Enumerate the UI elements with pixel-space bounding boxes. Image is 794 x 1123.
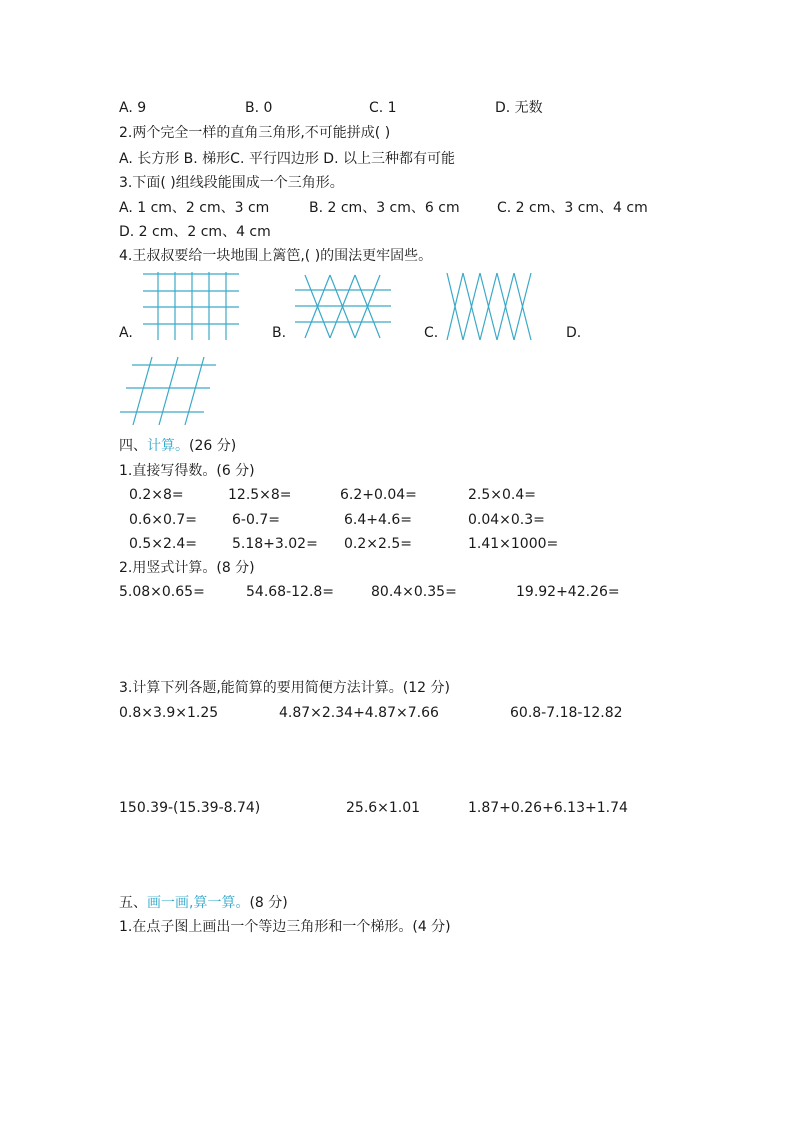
calc3-r2c2: 25.6×1.01: [346, 800, 421, 816]
q3-option-d: D. 2 cm、2 cm、4 cm: [119, 224, 271, 240]
draw1-title: 1.在点子图上画出一个等边三角形和一个梯形。(4 分): [119, 919, 451, 935]
calc1-r2c1: 0.6×0.7=: [129, 512, 197, 528]
calc1-r1c3: 6.2+0.04=: [340, 487, 417, 503]
calc1-r2c2: 6-0.7=: [232, 512, 280, 528]
calc3-r1c2: 4.87×2.34+4.87×7.66: [279, 705, 439, 721]
calc2-title: 2.用竖式计算。(8 分): [119, 560, 255, 576]
calc1-r3c2: 5.18+3.02=: [232, 536, 318, 552]
calc1-title: 1.直接写得数。(6 分): [119, 463, 255, 479]
calc3-r1c3: 60.8-7.18-12.82: [510, 705, 623, 721]
section-4-prefix: 四、: [119, 438, 147, 454]
calc3-r2c1: 150.39-(15.39-8.74): [119, 800, 261, 816]
q1-option-d: D. 无数: [495, 100, 543, 116]
q3-stem: 3.下面( )组线段能围成一个三角形。: [119, 175, 344, 191]
section-5-title: 画一画,算一算。: [147, 895, 250, 911]
q4-stem: 4.王叔叔要给一块地围上篱笆,( )的围法更牢固些。: [119, 248, 433, 264]
calc1-r1c4: 2.5×0.4=: [468, 487, 536, 503]
q4-option-d-label: D.: [566, 325, 582, 341]
calc1-r1c2: 12.5×8=: [228, 487, 292, 503]
calc3-r1c1: 0.8×3.9×1.25: [119, 705, 219, 721]
q2-options: A. 长方形 B. 梯形C. 平行四边形 D. 以上三种都有可能: [119, 151, 455, 167]
calc2-item-4: 19.92+42.26=: [516, 584, 620, 600]
calc1-r2c3: 6.4+4.6=: [344, 512, 412, 528]
q3-option-a: A. 1 cm、2 cm、3 cm: [119, 200, 270, 216]
q4-option-c-label: C.: [424, 325, 439, 341]
calc1-r3c1: 0.5×2.4=: [129, 536, 197, 552]
q3-option-b: B. 2 cm、3 cm、6 cm: [309, 200, 460, 216]
section-4-score: (26 分): [189, 438, 237, 454]
section-5-prefix: 五、: [119, 895, 147, 911]
calc1-r3c4: 1.41×1000=: [468, 536, 559, 552]
q1-option-c: C. 1: [369, 100, 397, 116]
section-4-title: 计算。: [147, 438, 189, 454]
calc1-r1c1: 0.2×8=: [129, 487, 184, 503]
calc3-r2c3: 1.87+0.26+6.13+1.74: [468, 800, 628, 816]
calc1-r2c4: 0.04×0.3=: [468, 512, 545, 528]
q4-option-a-label: A.: [119, 325, 133, 341]
q4-option-b-label: B.: [272, 325, 287, 341]
calc2-item-3: 80.4×0.35=: [371, 584, 457, 600]
calc2-item-2: 54.68-12.8=: [246, 584, 335, 600]
q1-option-a: A. 9: [119, 100, 147, 116]
section-5-score: (8 分): [249, 895, 288, 911]
q1-option-b: B. 0: [245, 100, 273, 116]
calc2-item-1: 5.08×0.65=: [119, 584, 205, 600]
calc1-r3c3: 0.2×2.5=: [344, 536, 412, 552]
section-5-heading: [119, 894, 288, 912]
section-4-heading: [119, 437, 236, 455]
calc3-title: 3.计算下列各题,能简算的要用简便方法计算。(12 分): [119, 680, 450, 696]
q3-option-c: C. 2 cm、3 cm、4 cm: [497, 200, 648, 216]
q2-stem: 2.两个完全一样的直角三角形,不可能拼成( ): [119, 125, 391, 141]
